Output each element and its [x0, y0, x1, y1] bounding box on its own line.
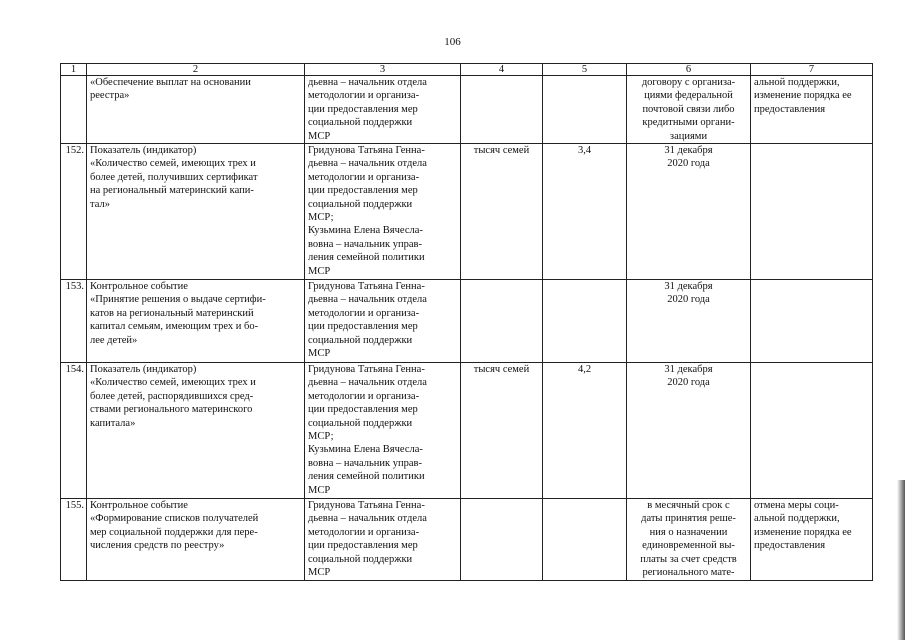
table-row	[61, 76, 873, 144]
deadline: 31 декабря 2020 года	[627, 144, 751, 280]
deadline: договору с организа- циями федеральной почтовой связи либо кредитными органи- зациями	[627, 76, 751, 144]
unit	[461, 76, 543, 144]
unit	[461, 499, 543, 581]
column-header: 1	[61, 64, 87, 76]
row-number: 154.	[61, 363, 87, 499]
row-number	[61, 76, 87, 144]
column-header: 5	[543, 64, 627, 76]
column-header: 2	[87, 64, 305, 76]
column-number-row	[61, 64, 873, 76]
row-number: 153.	[61, 280, 87, 363]
responsible-person: дьевна – начальник отдела методологии и организа- ции предоставления мер социальной поддержки МСР	[305, 76, 461, 144]
measure-name: Показатель (индикатор) «Количество семей, имеющих трех и более детей, распорядившихся сред- ствами регионального материнского капитала»	[87, 363, 305, 499]
page-number: 106	[444, 36, 461, 48]
responsible-person: Гридунова Татьяна Генна- дьевна – начальник отдела методологии и организа- ции предоставления мер социальной поддержки МСР; Кузьмина Елена Вячесла- вовна – начальник управ- ления семейной политики МСР	[305, 144, 461, 280]
unit: тысяч семей	[461, 144, 543, 280]
measure-name: Показатель (индикатор) «Количество семей, имеющих трех и более детей, получивших сертификат на региональный материнский капи- тал»	[87, 144, 305, 280]
table-row	[61, 280, 873, 363]
note	[751, 363, 873, 499]
column-header: 3	[305, 64, 461, 76]
table-row	[61, 363, 873, 499]
note	[751, 144, 873, 280]
value	[543, 76, 627, 144]
column-header: 7	[751, 64, 873, 76]
note: альной поддержки, изменение порядка ее предоставления	[751, 76, 873, 144]
measure-name: «Обеспечение выплат на основании реестра»	[87, 76, 305, 144]
value	[543, 280, 627, 363]
value: 4,2	[543, 363, 627, 499]
unit	[461, 280, 543, 363]
deadline: в месячный срок с даты принятия реше- ния о назначении единовременной вы- платы за счет средств регионального мате-	[627, 499, 751, 581]
scan-edge-shadow	[897, 480, 905, 640]
row-number: 152.	[61, 144, 87, 280]
value	[543, 499, 627, 581]
unit: тысяч семей	[461, 363, 543, 499]
row-number: 155.	[61, 499, 87, 581]
measure-name: Контрольное событие «Формирование списков получателей мер социальной поддержки для пере- числения средств по реестру»	[87, 499, 305, 581]
measures-table	[60, 63, 873, 581]
responsible-person: Гридунова Татьяна Генна- дьевна – начальник отдела методологии и организа- ции предоставления мер социальной поддержки МСР	[305, 499, 461, 581]
column-header: 6	[627, 64, 751, 76]
value: 3,4	[543, 144, 627, 280]
note: отмена меры соци- альной поддержки, изменение порядка ее предоставления	[751, 499, 873, 581]
table-row	[61, 499, 873, 581]
table-row	[61, 144, 873, 280]
note	[751, 280, 873, 363]
responsible-person: Гридунова Татьяна Генна- дьевна – начальник отдела методологии и организа- ции предоставления мер социальной поддержки МСР; Кузьмина Елена Вячесла- вовна – начальник управ- ления семейной политики МСР	[305, 363, 461, 499]
responsible-person: Гридунова Татьяна Генна- дьевна – начальник отдела методологии и организа- ции предоставления мер социальной поддержки МСР	[305, 280, 461, 363]
deadline: 31 декабря 2020 года	[627, 280, 751, 363]
deadline: 31 декабря 2020 года	[627, 363, 751, 499]
column-header: 4	[461, 64, 543, 76]
measure-name: Контрольное событие «Принятие решения о выдаче сертифи- катов на региональный материнский капитал семьям, имеющим трех и бо- лее детей»	[87, 280, 305, 363]
